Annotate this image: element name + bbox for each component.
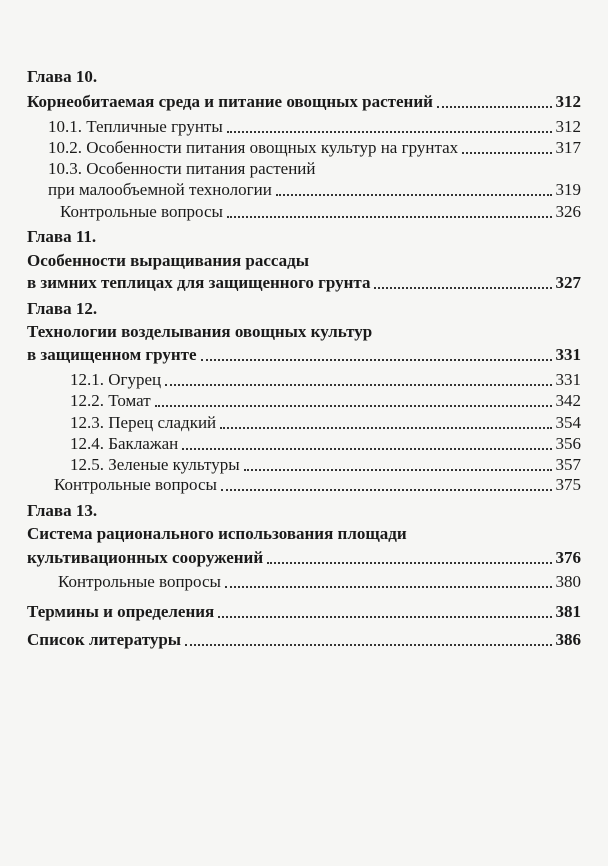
leader-dots	[225, 586, 552, 588]
toc-entry-12-1: 12.1. Огурец 331	[70, 370, 581, 389]
leader-dots	[244, 469, 552, 471]
leader-dots	[221, 489, 552, 491]
leader-dots	[437, 106, 552, 108]
toc-entry-10-3-line2: при малообъемной технологии 319	[48, 180, 581, 199]
leader-dots	[276, 194, 552, 196]
chapter-12-page: 331	[555, 345, 581, 364]
toc-entry-10-3-line1: 10.3. Особенности питания растений	[48, 159, 316, 178]
toc-entry-12-4: 12.4. Баклажан 356	[70, 434, 581, 453]
chapter-10-title: Корнеобитаемая среда и питание овощных растений	[27, 92, 433, 111]
leader-dots	[374, 287, 551, 289]
leader-dots	[462, 152, 551, 154]
chapter-11-title-row: в зимних теплицах для защищенного грунта 327	[27, 273, 581, 292]
leader-dots	[227, 131, 552, 133]
leader-dots	[218, 616, 551, 618]
chapter-12-title-line1: Технологии возделывания овощных культур	[27, 322, 373, 341]
chapter-12-title-row: в защищенном грунте 331	[27, 345, 581, 364]
chapter-10-heading: Глава 10.	[27, 67, 98, 86]
chapter-10-page: 312	[555, 92, 581, 111]
toc-entry-13-questions: Контрольные вопросы 380	[58, 572, 581, 591]
toc-entry-10-1: 10.1. Тепличные грунты 312	[48, 117, 581, 136]
leader-dots	[201, 359, 552, 361]
leader-dots	[220, 427, 551, 429]
toc-entry-10-questions: Контрольные вопросы 326	[60, 202, 581, 221]
leader-dots	[165, 384, 551, 386]
chapter-10-title-row	[27, 91, 581, 113]
toc-entry-references: Список литературы 386	[27, 630, 581, 649]
chapter-13-page: 376	[555, 548, 581, 567]
toc-entry-10-2: 10.2. Особенности питания овощных культур на грунтах 317	[48, 138, 581, 157]
toc-entry-12-2: 12.2. Томат 342	[70, 391, 581, 410]
leader-dots	[182, 448, 551, 450]
chapter-11-heading: Глава 11.	[27, 227, 97, 246]
chapter-13-heading: Глава 13.	[27, 501, 98, 520]
toc-entry-12-5: 12.5. Зеленые культуры 357	[70, 455, 581, 474]
toc-entry-terms: Термины и определения 381	[27, 602, 581, 621]
leader-dots	[227, 216, 552, 218]
chapter-11-page: 327	[555, 273, 581, 292]
chapter-12-heading: Глава 12.	[27, 299, 98, 318]
chapter-13-title-line1: Система рационального использования площади	[27, 524, 407, 543]
chapter-11-title-line1: Особенности выращивания рассады	[27, 251, 310, 270]
toc-entry-12-3: 12.3. Перец сладкий 354	[70, 413, 581, 432]
toc-entry-12-questions: Контрольные вопросы 375	[54, 475, 581, 494]
leader-dots	[267, 562, 551, 564]
leader-dots	[185, 644, 551, 646]
chapter-13-title-row: культивационных сооружений 376	[27, 548, 581, 567]
leader-dots	[155, 405, 552, 407]
